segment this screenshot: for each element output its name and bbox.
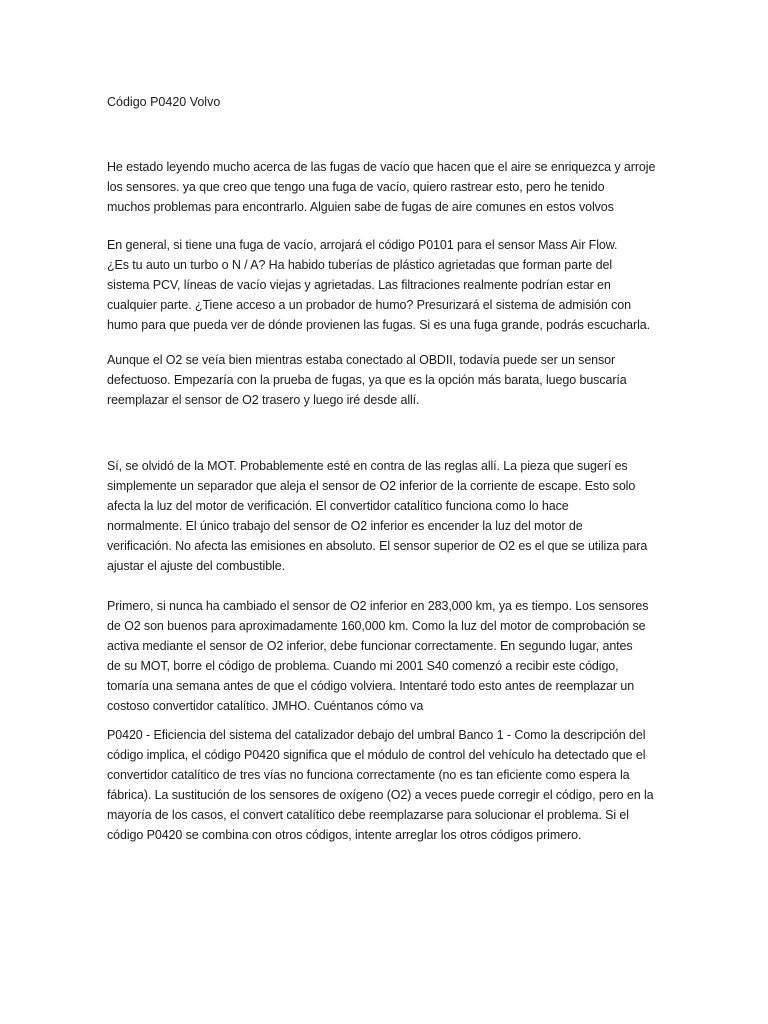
paragraph-line: tomaría una semana antes de que el código volviera. Intentaré todo esto antes de reemplazar un <box>107 679 635 694</box>
document-title: Código P0420 Volvo <box>107 95 221 109</box>
paragraph-p0420-definition <box>107 725 653 846</box>
paragraph-line: activa mediante el sensor de O2 inferior, debe funcionar correctamente. En segundo lugar, antes <box>107 639 633 654</box>
paragraph-line: verificación. No afecta las emisiones en absoluto. El sensor superior de O2 es el que se utiliza para <box>107 539 648 554</box>
paragraph-line: costoso convertidor catalítico. JMHO. Cuéntanos cómo va <box>107 699 424 714</box>
paragraph-line: muchos problemas para encontrarlo. Alguien sabe de fugas de aire comunes en estos volvos <box>107 200 614 215</box>
paragraph-line: convertidor catalítico de tres vías no funciona correctamente (no es tan eficiente como espera la <box>107 768 630 783</box>
paragraph-line: humo para que pueda ver de dónde provienen las fugas. Si es una fuga grande, podrás escucharla. <box>107 318 650 333</box>
paragraph-line: cualquier parte. ¿Tiene acceso a un probador de humo? Presurizará el sistema de admisión con <box>107 298 631 313</box>
paragraph-line: de O2 son buenos para aproximadamente 160,000 km. Como la luz del motor de comprobación se <box>107 619 646 634</box>
paragraph-line: reemplazar el sensor de O2 trasero y luego iré desde allí. <box>107 393 420 408</box>
paragraph-line: simplemente un separador que aleja el sensor de O2 inferior de la corriente de escape. Esto solo <box>107 479 636 494</box>
paragraph-line: código implica, el código P0420 significa que el módulo de control del vehículo ha detectado que el <box>107 748 646 763</box>
paragraph-vacuum-leak-question <box>107 157 655 217</box>
paragraph-line: En general, si tiene una fuga de vacío, arrojará el código P0101 para el sensor Mass Air Flow. <box>107 238 618 252</box>
paragraph-line: P0420 - Eficiencia del sistema del catalizador debajo del umbral Banco 1 - Como la descripción del <box>107 728 646 742</box>
paragraph-line: afecta la luz del motor de verificación. El convertidor catalítico funciona como lo hace <box>107 499 569 514</box>
paragraph-line: Sí, se olvidó de la MOT. Probablemente esté en contra de las reglas allí. La pieza que sugerí es <box>107 459 628 473</box>
paragraph-line: He estado leyendo mucho acerca de las fugas de vacío que hacen que el aire se enriquezca y arroje <box>107 160 656 174</box>
paragraph-line: ajustar el ajuste del combustible. <box>107 559 285 574</box>
paragraph-line: ¿Es tu auto un turbo o N / A? Ha habido tuberías de plástico agrietadas que forman parte del <box>107 258 613 273</box>
paragraph-line: normalmente. El único trabajo del sensor de O2 inferior es encender la luz del motor de <box>107 519 583 534</box>
paragraph-vacuum-leak-answer <box>107 235 650 335</box>
paragraph-line: código P0420 se combina con otros códigos, intente arreglar los otros códigos primero. <box>107 828 582 843</box>
paragraph-line: defectuoso. Empezaría con la prueba de fugas, ya que es la opción más barata, luego buscaría <box>107 373 627 388</box>
paragraph-line: mayoría de los casos, el convert catalítico debe reemplazarse para solucionar el problema. Si el <box>107 808 629 823</box>
paragraph-line: los sensores. ya que creo que tengo una fuga de vacío, quiero rastrear esto, pero he tenido <box>107 180 605 195</box>
paragraph-line: Primero, si nunca ha cambiado el sensor de O2 inferior en 283,000 km, ya es tiempo. Los sensores <box>107 599 649 613</box>
paragraph-line: de su MOT, borre el código de problema. Cuando mi 2001 S40 comenzó a recibir este código, <box>107 659 619 674</box>
paragraph-o2-sensor-advice <box>107 350 627 410</box>
paragraph-sensor-replacement <box>107 596 648 717</box>
paragraph-line: sistema PCV, líneas de vacío viejas y agrietadas. Las filtraciones realmente podrían estar en <box>107 278 611 293</box>
paragraph-mot-spacer <box>107 456 647 577</box>
paragraph-line: Aunque el O2 se veía bien mientras estaba conectado al OBDII, todavía puede ser un sensor <box>107 353 616 367</box>
paragraph-line: fábrica). La sustitución de los sensores de oxígeno (O2) a veces puede corregir el código, pero en la <box>107 788 654 803</box>
